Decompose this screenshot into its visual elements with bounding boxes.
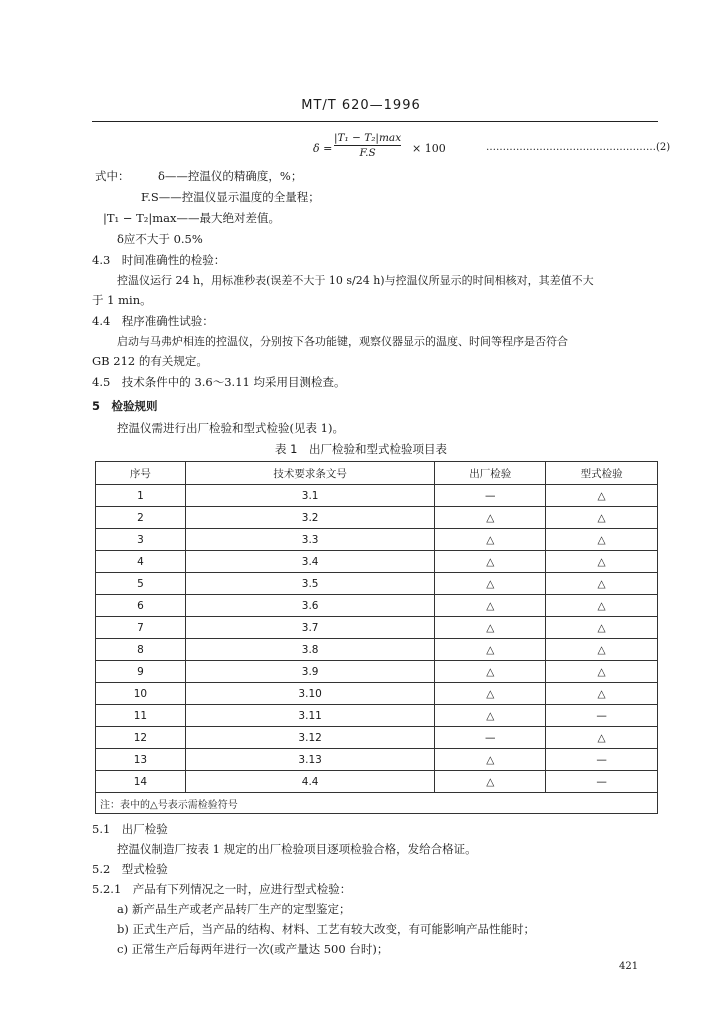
section-4-3-para-2: 于 1 min。 bbox=[92, 293, 152, 307]
cell-factory: △ bbox=[435, 529, 546, 551]
section-5-2-heading: 5.2 型式检验 bbox=[92, 862, 168, 876]
cell-clause: 3.12 bbox=[185, 727, 435, 749]
cell-type: △ bbox=[546, 551, 658, 573]
cell-clause: 4.4 bbox=[185, 771, 435, 793]
cell-seq: 13 bbox=[96, 749, 186, 771]
section-5-para-1: 控温仪需进行出厂检验和型式检验(见表 1)。 bbox=[117, 421, 344, 435]
where-line-4: δ应不大于 0.5% bbox=[117, 232, 203, 246]
list-item-a: a) 新产品生产或老产品转厂生产的定型鉴定； bbox=[117, 902, 351, 916]
table-row bbox=[96, 529, 658, 551]
header-factory-inspection: 出厂检验 bbox=[435, 462, 546, 485]
cell-seq: 3 bbox=[96, 529, 186, 551]
cell-type: △ bbox=[546, 529, 658, 551]
section-4-4-para-1: 启动与马弗炉相连的控温仪，分别按下各功能键，观察仪器显示的温度、时间等程序是否符合 bbox=[117, 335, 568, 348]
table-caption: 表 1 出厂检验和型式检验项目表 bbox=[275, 442, 447, 456]
table-row bbox=[96, 683, 658, 705]
section-5-1-para-1: 控温仪制造厂按表 1 规定的出厂检验项目逐项检验合格，发给合格证。 bbox=[117, 842, 477, 856]
table-row bbox=[96, 705, 658, 727]
table-row bbox=[96, 507, 658, 529]
table-row bbox=[96, 661, 658, 683]
cell-type: △ bbox=[546, 485, 658, 507]
cell-seq: 6 bbox=[96, 595, 186, 617]
page-number: 421 bbox=[619, 961, 639, 972]
fraction-bar bbox=[334, 145, 401, 146]
where-line-1: δ——控温仪的精确度，%； bbox=[158, 169, 303, 183]
cell-seq: 11 bbox=[96, 705, 186, 727]
cell-factory: △ bbox=[435, 771, 546, 793]
cell-clause: 3.5 bbox=[185, 573, 435, 595]
cell-factory: △ bbox=[435, 683, 546, 705]
table-row bbox=[96, 727, 658, 749]
table-note: 注：表中的△号表示需检验符号 bbox=[96, 793, 658, 814]
cell-type: △ bbox=[546, 639, 658, 661]
table-note-row bbox=[96, 793, 658, 814]
section-4-4-para-2: GB 212 的有关规定。 bbox=[92, 354, 208, 368]
running-header: MT/T 620—1996 bbox=[301, 98, 421, 113]
cell-factory: △ bbox=[435, 749, 546, 771]
cell-seq: 10 bbox=[96, 683, 186, 705]
table-header-row bbox=[96, 462, 658, 485]
table-row bbox=[96, 639, 658, 661]
cell-factory: — bbox=[435, 727, 546, 749]
cell-clause: 3.13 bbox=[185, 749, 435, 771]
formula-fraction bbox=[334, 132, 401, 159]
section-4-4-heading: 4.4 程序准确性试验： bbox=[92, 314, 214, 328]
table-row bbox=[96, 771, 658, 793]
cell-clause: 3.10 bbox=[185, 683, 435, 705]
cell-type: △ bbox=[546, 661, 658, 683]
formula-times: × 100 bbox=[412, 142, 446, 155]
cell-seq: 8 bbox=[96, 639, 186, 661]
cell-type: △ bbox=[546, 573, 658, 595]
cell-clause: 3.1 bbox=[185, 485, 435, 507]
cell-clause: 3.2 bbox=[185, 507, 435, 529]
table-row bbox=[96, 749, 658, 771]
header-clause-no: 技术要求条文号 bbox=[185, 462, 435, 485]
cell-type: — bbox=[546, 705, 658, 727]
section-5-1-heading: 5.1 出厂检验 bbox=[92, 822, 168, 836]
cell-clause: 3.3 bbox=[185, 529, 435, 551]
where-line-3: |T₁ − T₂|max——最大绝对差值。 bbox=[103, 211, 281, 225]
list-item-b: b) 正式生产后，当产品的结构、材料、工艺有较大改变，有可能影响产品性能时； bbox=[117, 922, 535, 936]
cell-type: △ bbox=[546, 507, 658, 529]
cell-type: △ bbox=[546, 617, 658, 639]
cell-seq: 7 bbox=[96, 617, 186, 639]
cell-factory: △ bbox=[435, 705, 546, 727]
where-line-2: F.S——控温仪显示温度的全量程； bbox=[141, 190, 320, 204]
cell-clause: 3.9 bbox=[185, 661, 435, 683]
header-type-inspection: 型式检验 bbox=[546, 462, 658, 485]
cell-type: — bbox=[546, 749, 658, 771]
table-row bbox=[96, 551, 658, 573]
header-rule bbox=[92, 121, 658, 122]
cell-seq: 14 bbox=[96, 771, 186, 793]
cell-clause: 3.8 bbox=[185, 639, 435, 661]
cell-clause: 3.6 bbox=[185, 595, 435, 617]
cell-type: △ bbox=[546, 683, 658, 705]
cell-factory: △ bbox=[435, 507, 546, 529]
cell-factory: — bbox=[435, 485, 546, 507]
cell-seq: 4 bbox=[96, 551, 186, 573]
cell-type: — bbox=[546, 771, 658, 793]
cell-seq: 2 bbox=[96, 507, 186, 529]
table-row bbox=[96, 573, 658, 595]
header-seq-no: 序号 bbox=[96, 462, 186, 485]
cell-clause: 3.4 bbox=[185, 551, 435, 573]
cell-seq: 1 bbox=[96, 485, 186, 507]
section-4-3-para-1: 控温仪运行 24 h，用标准秒表(误差不大于 10 s/24 h)与控温仪所显示的时间相核对，其差值不大 bbox=[117, 274, 594, 287]
table-row bbox=[96, 485, 658, 507]
cell-type: △ bbox=[546, 595, 658, 617]
inspection-table bbox=[95, 461, 658, 814]
formula-denominator: F.S bbox=[359, 147, 376, 159]
cell-factory: △ bbox=[435, 551, 546, 573]
cell-factory: △ bbox=[435, 661, 546, 683]
formula-number: ……………………………………………(2) bbox=[486, 142, 671, 153]
table-row bbox=[96, 617, 658, 639]
section-5-2-1-heading: 5.2.1 产品有下列情况之一时，应进行型式检验： bbox=[92, 882, 352, 896]
section-5-heading: 5 检验规则 bbox=[92, 399, 158, 413]
cell-factory: △ bbox=[435, 573, 546, 595]
formula-lhs: δ = bbox=[313, 142, 333, 155]
section-4-3-heading: 4.3 时间准确性的检验： bbox=[92, 253, 226, 267]
section-4-5: 4.5 技术条件中的 3.6～3.11 均采用目测检查。 bbox=[92, 375, 346, 389]
formula-numerator: |T₁ − T₂|max bbox=[334, 132, 402, 144]
list-item-c: c) 正常生产后每两年进行一次(或产量达 500 台时)； bbox=[117, 942, 389, 956]
cell-seq: 12 bbox=[96, 727, 186, 749]
cell-factory: △ bbox=[435, 617, 546, 639]
cell-factory: △ bbox=[435, 639, 546, 661]
cell-seq: 9 bbox=[96, 661, 186, 683]
cell-type: △ bbox=[546, 727, 658, 749]
cell-clause: 3.7 bbox=[185, 617, 435, 639]
cell-seq: 5 bbox=[96, 573, 186, 595]
table-row bbox=[96, 595, 658, 617]
cell-clause: 3.11 bbox=[185, 705, 435, 727]
cell-factory: △ bbox=[435, 595, 546, 617]
where-intro: 式中： bbox=[95, 169, 130, 183]
